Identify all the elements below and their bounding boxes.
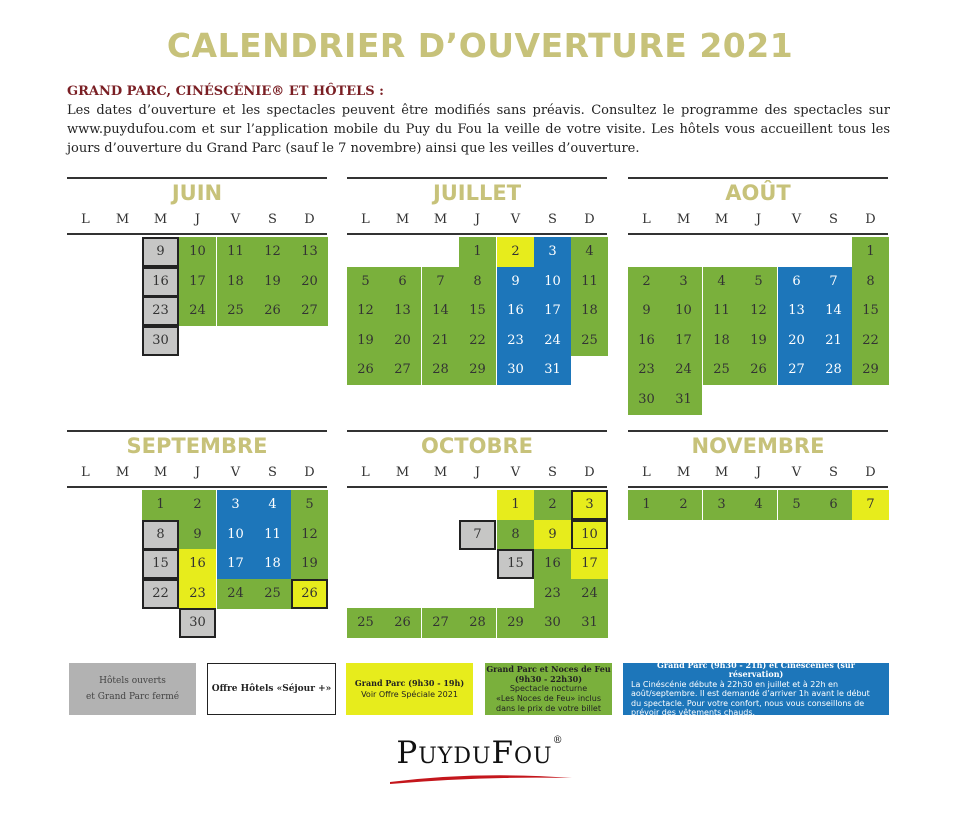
weekday-label: L bbox=[361, 465, 370, 480]
weekday-label: J bbox=[755, 212, 762, 227]
legend-blue-text: La Cinéscénie débute à 22h30 en juillet et à 22h en août/septembre. Il est demandé d’arriver 1h avant le début du spectacle. Pour votre confort, nous vous conseillons de prévoir des vêtements chauds. bbox=[631, 679, 870, 717]
day-cell: 29 bbox=[459, 355, 496, 385]
month-name: JUILLET bbox=[347, 177, 607, 203]
day-cell: 8 bbox=[459, 267, 496, 297]
day-cell: 15 bbox=[459, 296, 496, 326]
month-name: JUIN bbox=[67, 177, 327, 203]
legend-green-line4: «Les Noces de Feu» inclus bbox=[495, 694, 602, 703]
day-cell: 15 bbox=[852, 296, 889, 326]
day-cell: 17 bbox=[571, 549, 608, 579]
logo-text: PuyduFou bbox=[396, 735, 553, 771]
weekday-label: M bbox=[676, 465, 691, 480]
day-cell: 16 bbox=[628, 326, 665, 356]
day-cell: 10 bbox=[179, 237, 216, 267]
day-cell: 17 bbox=[665, 326, 702, 356]
weekday-label: M bbox=[714, 212, 729, 227]
legend-blue bbox=[623, 659, 889, 717]
day-cell: 14 bbox=[815, 296, 852, 326]
day-cell: 12 bbox=[347, 296, 384, 326]
day-cell: 17 bbox=[217, 549, 254, 579]
day-cell: 15 bbox=[497, 549, 534, 579]
legend-green bbox=[485, 663, 612, 715]
day-cell: 7 bbox=[422, 267, 459, 297]
day-cell: 18 bbox=[703, 326, 740, 356]
day-cell: 29 bbox=[497, 608, 534, 638]
day-cell: 1 bbox=[497, 490, 534, 520]
day-cell: 22 bbox=[459, 326, 496, 356]
day-cell: 3 bbox=[665, 267, 702, 297]
day-cell: 28 bbox=[459, 608, 496, 638]
legend-grey-line1: Hôtels ouverts bbox=[99, 676, 166, 686]
weekday-label: J bbox=[194, 465, 201, 480]
weekday-label: S bbox=[548, 465, 557, 480]
weekday-label: D bbox=[865, 212, 876, 227]
day-cell: 25 bbox=[217, 296, 254, 326]
weekday-label: J bbox=[194, 212, 201, 227]
weekday-header bbox=[628, 462, 888, 488]
legend-grey-line2: et Grand Parc fermé bbox=[85, 692, 180, 702]
day-cell: 10 bbox=[571, 520, 608, 550]
day-cell: 7 bbox=[459, 520, 496, 550]
day-cell: 24 bbox=[179, 296, 216, 326]
day-cell: 19 bbox=[347, 326, 384, 356]
day-cell: 5 bbox=[740, 267, 777, 297]
logo-swoosh-icon bbox=[388, 773, 574, 785]
day-cell: 24 bbox=[571, 579, 608, 609]
day-cell: 30 bbox=[142, 326, 179, 356]
weekday-header bbox=[347, 209, 607, 235]
day-cell: 17 bbox=[534, 296, 571, 326]
day-cell: 6 bbox=[815, 490, 852, 520]
day-cell: 16 bbox=[142, 267, 179, 297]
day-cell: 9 bbox=[497, 267, 534, 297]
weekday-label: L bbox=[642, 212, 651, 227]
day-cell: 11 bbox=[217, 237, 254, 267]
legend-green-line2: (9h30 - 22h30) bbox=[514, 674, 583, 684]
weekday-label: L bbox=[81, 212, 90, 227]
day-cell: 31 bbox=[665, 385, 702, 415]
weekday-label: V bbox=[230, 465, 241, 480]
weekday-label: S bbox=[268, 212, 277, 227]
day-cell: 31 bbox=[534, 355, 571, 385]
day-cell: 26 bbox=[384, 608, 421, 638]
weekday-label: V bbox=[510, 465, 521, 480]
day-cell: 6 bbox=[778, 267, 815, 297]
weekday-label: D bbox=[304, 465, 315, 480]
legend-yellow-line2: Voir Offre Spéciale 2021 bbox=[361, 690, 458, 699]
day-cell: 5 bbox=[778, 490, 815, 520]
day-cell: 31 bbox=[571, 608, 608, 638]
day-cell: 11 bbox=[703, 296, 740, 326]
day-cell: 1 bbox=[852, 237, 889, 267]
weekday-label: M bbox=[153, 212, 168, 227]
day-cell: 24 bbox=[217, 579, 254, 609]
logo-wordmark bbox=[380, 735, 580, 771]
day-cell: 5 bbox=[291, 490, 328, 520]
day-cell: 8 bbox=[142, 520, 179, 550]
day-cell: 26 bbox=[347, 355, 384, 385]
day-cell: 17 bbox=[179, 267, 216, 297]
day-cell: 20 bbox=[291, 267, 328, 297]
day-cell: 1 bbox=[142, 490, 179, 520]
day-cell: 16 bbox=[534, 549, 571, 579]
weekday-label: S bbox=[829, 212, 838, 227]
day-cell: 10 bbox=[665, 296, 702, 326]
day-cell: 13 bbox=[778, 296, 815, 326]
day-cell: 3 bbox=[217, 490, 254, 520]
weekday-label: D bbox=[584, 212, 595, 227]
day-cell: 25 bbox=[571, 326, 608, 356]
day-cell: 18 bbox=[254, 549, 291, 579]
day-cell: 21 bbox=[422, 326, 459, 356]
day-cell: 24 bbox=[665, 355, 702, 385]
weekday-label: D bbox=[304, 212, 315, 227]
day-cell: 23 bbox=[628, 355, 665, 385]
day-cell: 9 bbox=[628, 296, 665, 326]
day-cell: 20 bbox=[384, 326, 421, 356]
month-name: OCTOBRE bbox=[347, 430, 607, 456]
day-cell: 15 bbox=[142, 549, 179, 579]
weekday-label: L bbox=[361, 212, 370, 227]
legend-yellow-line1: Grand Parc (9h30 - 19h) bbox=[354, 678, 465, 688]
legend-blue-heading: Grand Parc (9h30 - 21h) et Cinéscénies (sur réservation) bbox=[657, 659, 855, 679]
day-cell: 19 bbox=[740, 326, 777, 356]
weekday-label: M bbox=[115, 465, 130, 480]
day-cell: 2 bbox=[497, 237, 534, 267]
day-cell: 19 bbox=[254, 267, 291, 297]
legend-yellow bbox=[346, 663, 473, 715]
day-cell: 4 bbox=[740, 490, 777, 520]
day-cell: 10 bbox=[534, 267, 571, 297]
puy-du-fou-logo bbox=[380, 735, 580, 785]
day-cell: 12 bbox=[254, 237, 291, 267]
day-cell: 2 bbox=[628, 267, 665, 297]
day-cell: 2 bbox=[665, 490, 702, 520]
day-cell: 8 bbox=[497, 520, 534, 550]
day-cell: 29 bbox=[852, 355, 889, 385]
day-cell: 30 bbox=[534, 608, 571, 638]
legend-green-line1: Grand Parc et Noces de Feu bbox=[486, 664, 611, 674]
day-cell: 2 bbox=[179, 490, 216, 520]
day-cell: 1 bbox=[459, 237, 496, 267]
weekday-label: M bbox=[676, 212, 691, 227]
day-cell: 9 bbox=[179, 520, 216, 550]
weekday-label: M bbox=[714, 465, 729, 480]
legend-grey bbox=[69, 663, 196, 715]
month-name: NOVEMBRE bbox=[628, 430, 888, 456]
day-cell: 30 bbox=[179, 608, 216, 638]
day-cell: 14 bbox=[422, 296, 459, 326]
day-cell: 30 bbox=[628, 385, 665, 415]
day-cell: 9 bbox=[142, 237, 179, 267]
legend-green-line5: dans le prix de votre billet bbox=[495, 704, 601, 713]
day-cell: 26 bbox=[740, 355, 777, 385]
day-cell: 27 bbox=[422, 608, 459, 638]
day-cell: 4 bbox=[254, 490, 291, 520]
day-cell: 1 bbox=[628, 490, 665, 520]
day-cell: 27 bbox=[384, 355, 421, 385]
day-cell: 23 bbox=[179, 579, 216, 609]
weekday-label: J bbox=[474, 465, 481, 480]
day-cell: 9 bbox=[534, 520, 571, 550]
day-cell: 28 bbox=[422, 355, 459, 385]
weekday-label: L bbox=[642, 465, 651, 480]
weekday-label: D bbox=[865, 465, 876, 480]
day-cell: 13 bbox=[384, 296, 421, 326]
day-cell: 21 bbox=[815, 326, 852, 356]
weekday-label: M bbox=[433, 212, 448, 227]
weekday-label: J bbox=[474, 212, 481, 227]
day-cell: 10 bbox=[217, 520, 254, 550]
intro-text: Les dates d’ouverture et les spectacles peuvent être modifiés sans préavis. Consultez le programme des spectacles sur www.puydufou.com et sur l’application mobile du Puy du Fou la veille de votre visite. Les hôtels vous accueillent tous les jours d’ouverture du Grand Parc (sauf le 7 novembre) ainsi que les veilles d’ouverture. bbox=[67, 103, 890, 156]
day-cell: 22 bbox=[142, 579, 179, 609]
day-cell: 3 bbox=[571, 490, 608, 520]
legend-white bbox=[207, 663, 336, 715]
day-cell: 3 bbox=[534, 237, 571, 267]
day-cell: 7 bbox=[852, 490, 889, 520]
day-cell: 26 bbox=[254, 296, 291, 326]
legend-white-text: Offre Hôtels «Séjour +» bbox=[211, 684, 332, 694]
day-cell: 12 bbox=[291, 520, 328, 550]
day-cell: 25 bbox=[703, 355, 740, 385]
day-cell: 26 bbox=[291, 579, 328, 609]
weekday-header bbox=[347, 462, 607, 488]
day-cell: 2 bbox=[534, 490, 571, 520]
intro-heading: GRAND PARC, CINÉSCÉNIE® ET HÔTELS : bbox=[67, 84, 384, 99]
day-cell: 20 bbox=[778, 326, 815, 356]
day-cell: 19 bbox=[291, 549, 328, 579]
day-cell: 27 bbox=[291, 296, 328, 326]
day-cell: 18 bbox=[571, 296, 608, 326]
weekday-label: V bbox=[791, 212, 802, 227]
day-cell: 7 bbox=[815, 267, 852, 297]
day-cell: 23 bbox=[534, 579, 571, 609]
day-cell: 11 bbox=[254, 520, 291, 550]
weekday-label: V bbox=[791, 465, 802, 480]
day-cell: 4 bbox=[571, 237, 608, 267]
weekday-header bbox=[67, 209, 327, 235]
day-cell: 3 bbox=[703, 490, 740, 520]
day-cell: 13 bbox=[291, 237, 328, 267]
day-cell: 23 bbox=[497, 326, 534, 356]
weekday-label: J bbox=[755, 465, 762, 480]
day-cell: 24 bbox=[534, 326, 571, 356]
page-title: CALENDRIER D’OUVERTURE 2021 bbox=[166, 26, 794, 65]
weekday-label: S bbox=[829, 465, 838, 480]
month-name: AOÛT bbox=[628, 177, 888, 203]
weekday-label: S bbox=[268, 465, 277, 480]
day-cell: 23 bbox=[142, 296, 179, 326]
day-cell: 5 bbox=[347, 267, 384, 297]
weekday-label: V bbox=[230, 212, 241, 227]
day-cell: 8 bbox=[852, 267, 889, 297]
day-cell: 11 bbox=[571, 267, 608, 297]
weekday-label: M bbox=[433, 465, 448, 480]
weekday-label: M bbox=[115, 212, 130, 227]
legend-green-line3: Spectacle nocturne bbox=[509, 684, 588, 693]
weekday-label: M bbox=[395, 212, 410, 227]
weekday-label: M bbox=[395, 465, 410, 480]
weekday-label: M bbox=[153, 465, 168, 480]
day-cell: 4 bbox=[703, 267, 740, 297]
day-cell: 6 bbox=[384, 267, 421, 297]
day-cell: 25 bbox=[254, 579, 291, 609]
month-name: SEPTEMBRE bbox=[67, 430, 327, 456]
day-cell: 18 bbox=[217, 267, 254, 297]
weekday-header bbox=[67, 462, 327, 488]
weekday-header bbox=[628, 209, 888, 235]
day-cell: 27 bbox=[778, 355, 815, 385]
day-cell: 22 bbox=[852, 326, 889, 356]
day-cell: 28 bbox=[815, 355, 852, 385]
day-cell: 16 bbox=[179, 549, 216, 579]
intro bbox=[67, 84, 890, 158]
day-cell: 25 bbox=[347, 608, 384, 638]
day-cell: 12 bbox=[740, 296, 777, 326]
weekday-label: S bbox=[548, 212, 557, 227]
weekday-label: V bbox=[510, 212, 521, 227]
day-cell: 16 bbox=[497, 296, 534, 326]
weekday-label: L bbox=[81, 465, 90, 480]
logo-mark: ® bbox=[552, 735, 564, 746]
weekday-label: D bbox=[584, 465, 595, 480]
day-cell: 30 bbox=[497, 355, 534, 385]
